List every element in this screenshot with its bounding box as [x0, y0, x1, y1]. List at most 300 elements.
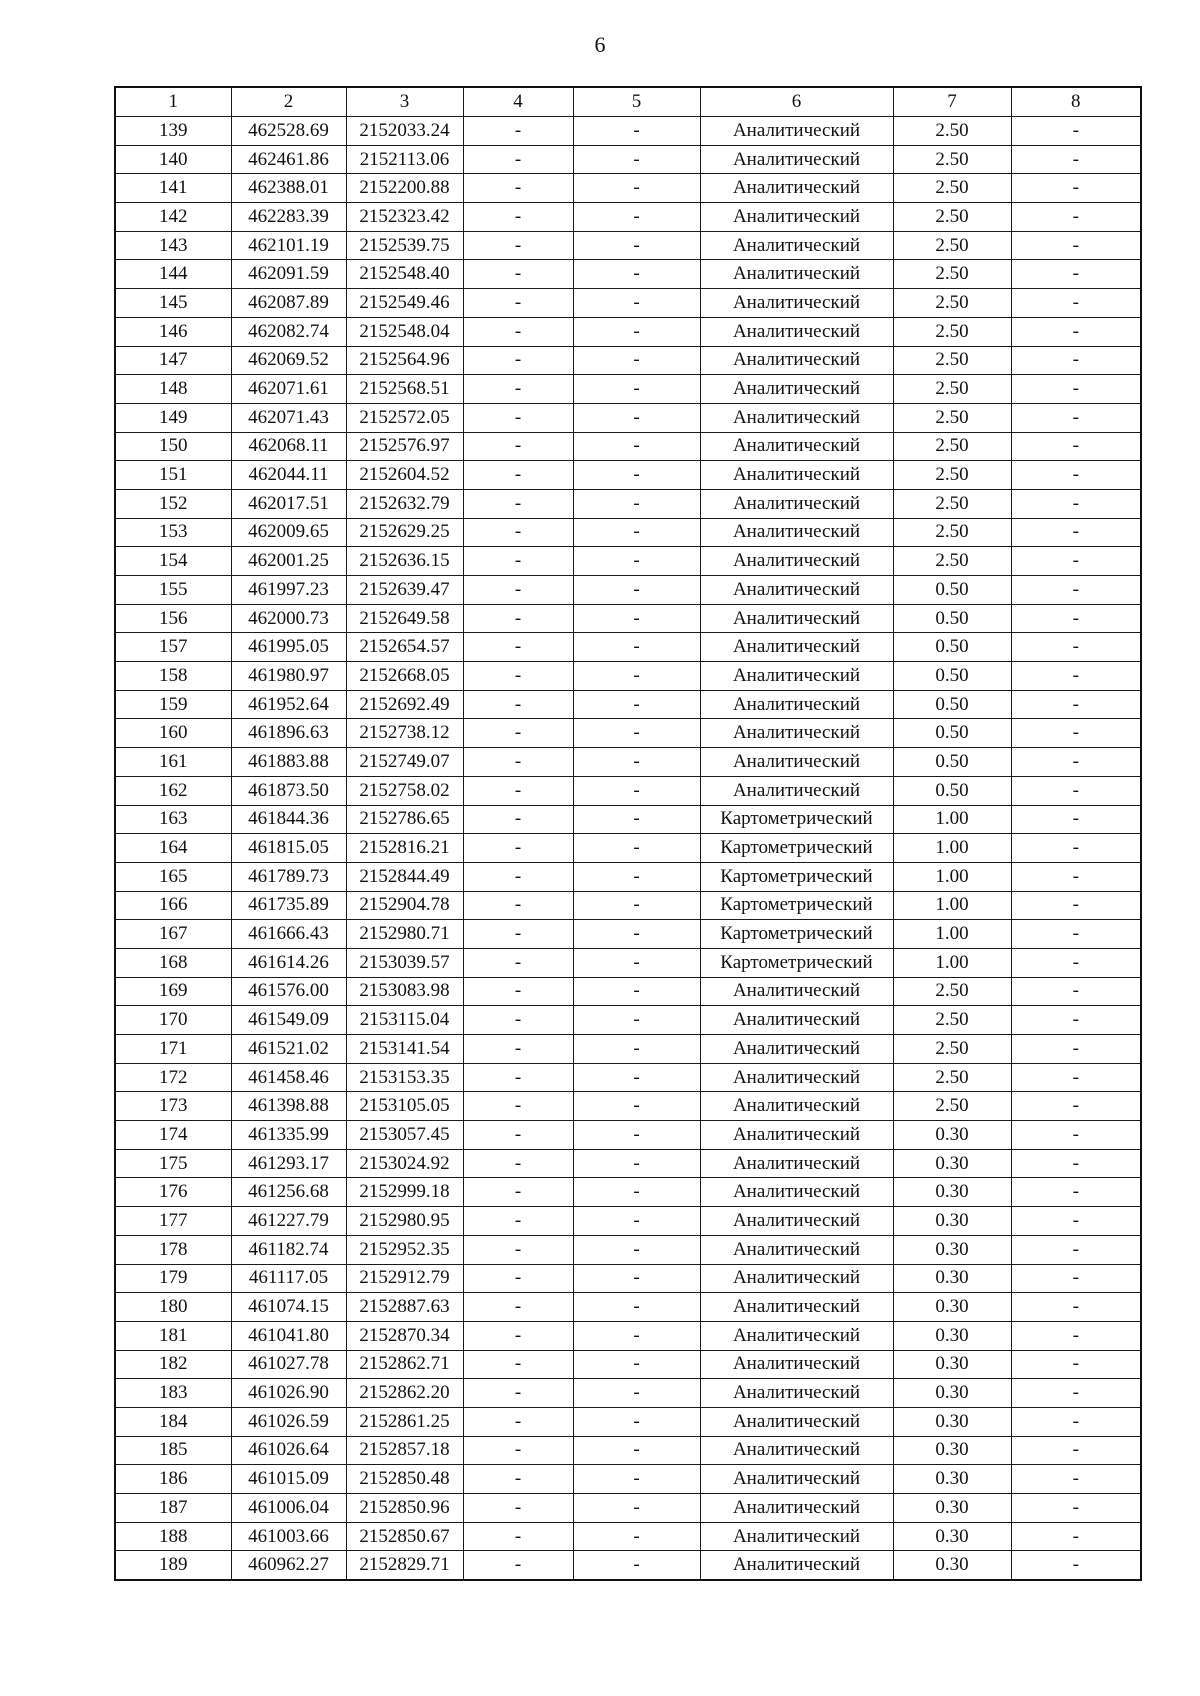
cell-col-5: -	[573, 690, 700, 719]
cell-col-8: -	[1011, 403, 1141, 432]
cell-point-number: 172	[115, 1063, 231, 1092]
cell-point-number: 175	[115, 1149, 231, 1178]
cell-accuracy: 2.50	[893, 231, 1011, 260]
cell-method: Картометрический	[700, 862, 893, 891]
cell-col-8: -	[1011, 174, 1141, 203]
cell-x-coordinate: 462082.74	[231, 317, 346, 346]
cell-col-5: -	[573, 1121, 700, 1150]
cell-col-5: -	[573, 576, 700, 605]
cell-point-number: 186	[115, 1465, 231, 1494]
cell-y-coordinate: 2153115.04	[346, 1006, 463, 1035]
cell-y-coordinate: 2152548.04	[346, 317, 463, 346]
cell-method: Аналитический	[700, 203, 893, 232]
cell-col-8: -	[1011, 1350, 1141, 1379]
cell-method: Аналитический	[700, 1149, 893, 1178]
cell-col-4: -	[463, 862, 573, 891]
cell-y-coordinate: 2152844.49	[346, 862, 463, 891]
cell-point-number: 173	[115, 1092, 231, 1121]
cell-y-coordinate: 2153141.54	[346, 1035, 463, 1064]
table-row	[115, 920, 1141, 949]
cell-col-5: -	[573, 604, 700, 633]
cell-point-number: 144	[115, 260, 231, 289]
cell-x-coordinate: 461227.79	[231, 1207, 346, 1236]
cell-col-5: -	[573, 719, 700, 748]
cell-col-8: -	[1011, 461, 1141, 490]
cell-col-4: -	[463, 690, 573, 719]
cell-col-8: -	[1011, 920, 1141, 949]
table-row	[115, 260, 1141, 289]
cell-col-8: -	[1011, 748, 1141, 777]
cell-y-coordinate: 2152749.07	[346, 748, 463, 777]
cell-point-number: 160	[115, 719, 231, 748]
cell-point-number: 161	[115, 748, 231, 777]
cell-col-8: -	[1011, 719, 1141, 748]
cell-x-coordinate: 462017.51	[231, 489, 346, 518]
cell-col-5: -	[573, 891, 700, 920]
cell-y-coordinate: 2152738.12	[346, 719, 463, 748]
cell-x-coordinate: 461576.00	[231, 977, 346, 1006]
table-row	[115, 203, 1141, 232]
cell-point-number: 145	[115, 289, 231, 318]
cell-accuracy: 0.30	[893, 1264, 1011, 1293]
column-header-6: 6	[700, 87, 893, 117]
table-row	[115, 1350, 1141, 1379]
cell-accuracy: 2.50	[893, 518, 1011, 547]
cell-col-5: -	[573, 776, 700, 805]
table-row	[115, 1494, 1141, 1523]
cell-col-4: -	[463, 977, 573, 1006]
cell-accuracy: 1.00	[893, 891, 1011, 920]
cell-point-number: 171	[115, 1035, 231, 1064]
cell-x-coordinate: 461293.17	[231, 1149, 346, 1178]
cell-point-number: 159	[115, 690, 231, 719]
cell-col-5: -	[573, 174, 700, 203]
column-header-1: 1	[115, 87, 231, 117]
cell-point-number: 169	[115, 977, 231, 1006]
table-row	[115, 1522, 1141, 1551]
cell-x-coordinate: 462528.69	[231, 117, 346, 146]
cell-col-4: -	[463, 776, 573, 805]
cell-col-4: -	[463, 1350, 573, 1379]
cell-col-5: -	[573, 1379, 700, 1408]
cell-col-5: -	[573, 461, 700, 490]
table-row	[115, 174, 1141, 203]
column-header-8: 8	[1011, 87, 1141, 117]
cell-col-8: -	[1011, 948, 1141, 977]
cell-y-coordinate: 2152549.46	[346, 289, 463, 318]
cell-method: Картометрический	[700, 805, 893, 834]
cell-x-coordinate: 461997.23	[231, 576, 346, 605]
cell-method: Аналитический	[700, 174, 893, 203]
table-row	[115, 1207, 1141, 1236]
cell-x-coordinate: 462283.39	[231, 203, 346, 232]
cell-accuracy: 0.50	[893, 662, 1011, 691]
cell-y-coordinate: 2152857.18	[346, 1436, 463, 1465]
cell-y-coordinate: 2152564.96	[346, 346, 463, 375]
cell-y-coordinate: 2152113.06	[346, 145, 463, 174]
cell-col-5: -	[573, 748, 700, 777]
cell-y-coordinate: 2152980.71	[346, 920, 463, 949]
cell-x-coordinate: 462091.59	[231, 260, 346, 289]
cell-col-8: -	[1011, 1035, 1141, 1064]
table-row	[115, 145, 1141, 174]
cell-point-number: 156	[115, 604, 231, 633]
cell-col-5: -	[573, 117, 700, 146]
cell-col-5: -	[573, 1006, 700, 1035]
table-row	[115, 1264, 1141, 1293]
cell-x-coordinate: 461256.68	[231, 1178, 346, 1207]
cell-col-8: -	[1011, 977, 1141, 1006]
table-row	[115, 1178, 1141, 1207]
cell-col-4: -	[463, 1436, 573, 1465]
table-row	[115, 1121, 1141, 1150]
cell-col-4: -	[463, 604, 573, 633]
cell-col-5: -	[573, 1264, 700, 1293]
cell-col-8: -	[1011, 776, 1141, 805]
cell-col-8: -	[1011, 203, 1141, 232]
cell-point-number: 162	[115, 776, 231, 805]
cell-col-8: -	[1011, 1379, 1141, 1408]
cell-method: Аналитический	[700, 1063, 893, 1092]
table-row	[115, 604, 1141, 633]
cell-col-4: -	[463, 317, 573, 346]
cell-col-8: -	[1011, 1092, 1141, 1121]
cell-col-8: -	[1011, 317, 1141, 346]
cell-x-coordinate: 461458.46	[231, 1063, 346, 1092]
cell-col-5: -	[573, 1092, 700, 1121]
cell-x-coordinate: 461117.05	[231, 1264, 346, 1293]
cell-col-5: -	[573, 1321, 700, 1350]
cell-method: Аналитический	[700, 145, 893, 174]
table-row	[115, 346, 1141, 375]
cell-col-8: -	[1011, 834, 1141, 863]
cell-accuracy: 2.50	[893, 977, 1011, 1006]
cell-accuracy: 0.30	[893, 1465, 1011, 1494]
page-number: 6	[594, 32, 606, 57]
table-row	[115, 748, 1141, 777]
cell-col-4: -	[463, 403, 573, 432]
cell-accuracy: 1.00	[893, 948, 1011, 977]
cell-accuracy: 2.50	[893, 547, 1011, 576]
cell-col-8: -	[1011, 1293, 1141, 1322]
cell-col-4: -	[463, 576, 573, 605]
cell-x-coordinate: 462071.61	[231, 375, 346, 404]
cell-col-4: -	[463, 719, 573, 748]
cell-point-number: 180	[115, 1293, 231, 1322]
cell-y-coordinate: 2152862.71	[346, 1350, 463, 1379]
cell-col-5: -	[573, 1178, 700, 1207]
cell-point-number: 165	[115, 862, 231, 891]
cell-accuracy: 2.50	[893, 346, 1011, 375]
cell-col-5: -	[573, 403, 700, 432]
cell-y-coordinate: 2152887.63	[346, 1293, 463, 1322]
cell-x-coordinate: 461335.99	[231, 1121, 346, 1150]
cell-accuracy: 2.50	[893, 203, 1011, 232]
cell-point-number: 174	[115, 1121, 231, 1150]
cell-method: Аналитический	[700, 748, 893, 777]
cell-y-coordinate: 2152829.71	[346, 1551, 463, 1580]
table-row	[115, 289, 1141, 318]
cell-x-coordinate: 461015.09	[231, 1465, 346, 1494]
cell-method: Аналитический	[700, 1522, 893, 1551]
cell-col-5: -	[573, 1035, 700, 1064]
cell-point-number: 154	[115, 547, 231, 576]
cell-col-8: -	[1011, 1522, 1141, 1551]
cell-accuracy: 1.00	[893, 920, 1011, 949]
cell-accuracy: 0.30	[893, 1235, 1011, 1264]
cell-col-5: -	[573, 1293, 700, 1322]
cell-col-5: -	[573, 346, 700, 375]
cell-y-coordinate: 2152636.15	[346, 547, 463, 576]
cell-y-coordinate: 2152850.48	[346, 1465, 463, 1494]
cell-col-8: -	[1011, 1006, 1141, 1035]
cell-method: Аналитический	[700, 1379, 893, 1408]
cell-y-coordinate: 2152200.88	[346, 174, 463, 203]
cell-x-coordinate: 461027.78	[231, 1350, 346, 1379]
cell-col-8: -	[1011, 260, 1141, 289]
cell-col-5: -	[573, 862, 700, 891]
cell-y-coordinate: 2152850.96	[346, 1494, 463, 1523]
cell-point-number: 148	[115, 375, 231, 404]
cell-point-number: 166	[115, 891, 231, 920]
table-row	[115, 834, 1141, 863]
cell-col-8: -	[1011, 375, 1141, 404]
table-row	[115, 1293, 1141, 1322]
cell-accuracy: 0.50	[893, 690, 1011, 719]
cell-y-coordinate: 2152548.40	[346, 260, 463, 289]
cell-method: Аналитический	[700, 633, 893, 662]
cell-method: Аналитический	[700, 1121, 893, 1150]
cell-point-number: 140	[115, 145, 231, 174]
cell-col-5: -	[573, 1350, 700, 1379]
cell-method: Аналитический	[700, 977, 893, 1006]
cell-x-coordinate: 461789.73	[231, 862, 346, 891]
cell-point-number: 177	[115, 1207, 231, 1236]
cell-x-coordinate: 462071.43	[231, 403, 346, 432]
cell-col-4: -	[463, 891, 573, 920]
cell-point-number: 141	[115, 174, 231, 203]
cell-col-8: -	[1011, 604, 1141, 633]
cell-col-8: -	[1011, 1178, 1141, 1207]
cell-col-4: -	[463, 1264, 573, 1293]
cell-method: Аналитический	[700, 662, 893, 691]
cell-col-8: -	[1011, 633, 1141, 662]
cell-point-number: 167	[115, 920, 231, 949]
cell-y-coordinate: 2152850.67	[346, 1522, 463, 1551]
table-row	[115, 432, 1141, 461]
cell-y-coordinate: 2153057.45	[346, 1121, 463, 1150]
cell-point-number: 185	[115, 1436, 231, 1465]
cell-col-5: -	[573, 1407, 700, 1436]
cell-y-coordinate: 2152758.02	[346, 776, 463, 805]
cell-x-coordinate: 461873.50	[231, 776, 346, 805]
cell-accuracy: 0.30	[893, 1407, 1011, 1436]
cell-x-coordinate: 461614.26	[231, 948, 346, 977]
cell-method: Картометрический	[700, 920, 893, 949]
cell-method: Аналитический	[700, 1006, 893, 1035]
cell-accuracy: 0.50	[893, 719, 1011, 748]
cell-accuracy: 0.30	[893, 1207, 1011, 1236]
cell-x-coordinate: 461521.02	[231, 1035, 346, 1064]
cell-y-coordinate: 2152649.58	[346, 604, 463, 633]
cell-point-number: 181	[115, 1321, 231, 1350]
cell-method: Картометрический	[700, 891, 893, 920]
cell-accuracy: 0.50	[893, 633, 1011, 662]
cell-point-number: 155	[115, 576, 231, 605]
cell-point-number: 182	[115, 1350, 231, 1379]
cell-col-8: -	[1011, 1321, 1141, 1350]
cell-accuracy: 0.50	[893, 604, 1011, 633]
cell-col-5: -	[573, 1551, 700, 1580]
cell-method: Картометрический	[700, 834, 893, 863]
cell-y-coordinate: 2152692.49	[346, 690, 463, 719]
cell-x-coordinate: 461952.64	[231, 690, 346, 719]
table-row	[115, 1235, 1141, 1264]
cell-col-4: -	[463, 1465, 573, 1494]
cell-col-8: -	[1011, 1436, 1141, 1465]
table-row	[115, 977, 1141, 1006]
cell-col-8: -	[1011, 1235, 1141, 1264]
cell-point-number: 189	[115, 1551, 231, 1580]
cell-point-number: 184	[115, 1407, 231, 1436]
cell-accuracy: 1.00	[893, 862, 1011, 891]
cell-col-5: -	[573, 805, 700, 834]
cell-col-8: -	[1011, 231, 1141, 260]
cell-col-8: -	[1011, 518, 1141, 547]
cell-col-4: -	[463, 1522, 573, 1551]
cell-col-5: -	[573, 1494, 700, 1523]
cell-y-coordinate: 2152639.47	[346, 576, 463, 605]
cell-col-8: -	[1011, 1407, 1141, 1436]
cell-method: Аналитический	[700, 1293, 893, 1322]
cell-col-8: -	[1011, 1207, 1141, 1236]
cell-method: Аналитический	[700, 604, 893, 633]
column-header-3: 3	[346, 87, 463, 117]
cell-col-8: -	[1011, 1494, 1141, 1523]
cell-method: Аналитический	[700, 260, 893, 289]
table-row	[115, 1436, 1141, 1465]
cell-col-5: -	[573, 1235, 700, 1264]
cell-point-number: 163	[115, 805, 231, 834]
cell-col-8: -	[1011, 1465, 1141, 1494]
cell-point-number: 179	[115, 1264, 231, 1293]
cell-method: Аналитический	[700, 289, 893, 318]
cell-col-4: -	[463, 1121, 573, 1150]
table-row	[115, 1407, 1141, 1436]
cell-method: Аналитический	[700, 489, 893, 518]
cell-point-number: 170	[115, 1006, 231, 1035]
cell-accuracy: 0.30	[893, 1494, 1011, 1523]
cell-col-8: -	[1011, 1551, 1141, 1580]
cell-point-number: 183	[115, 1379, 231, 1408]
cell-x-coordinate: 461182.74	[231, 1235, 346, 1264]
cell-col-4: -	[463, 948, 573, 977]
table-row	[115, 547, 1141, 576]
cell-col-4: -	[463, 920, 573, 949]
cell-accuracy: 0.30	[893, 1178, 1011, 1207]
cell-point-number: 187	[115, 1494, 231, 1523]
cell-col-4: -	[463, 203, 573, 232]
cell-method: Аналитический	[700, 117, 893, 146]
cell-method: Аналитический	[700, 547, 893, 576]
cell-x-coordinate: 462388.01	[231, 174, 346, 203]
cell-method: Аналитический	[700, 776, 893, 805]
cell-col-4: -	[463, 117, 573, 146]
cell-col-4: -	[463, 1006, 573, 1035]
table-row	[115, 1379, 1141, 1408]
cell-col-4: -	[463, 1092, 573, 1121]
cell-accuracy: 0.30	[893, 1379, 1011, 1408]
cell-col-4: -	[463, 662, 573, 691]
cell-method: Аналитический	[700, 1207, 893, 1236]
cell-col-8: -	[1011, 489, 1141, 518]
cell-y-coordinate: 2153105.05	[346, 1092, 463, 1121]
cell-point-number: 153	[115, 518, 231, 547]
cell-method: Аналитический	[700, 461, 893, 490]
cell-col-4: -	[463, 1035, 573, 1064]
cell-point-number: 139	[115, 117, 231, 146]
cell-x-coordinate: 461883.88	[231, 748, 346, 777]
cell-col-4: -	[463, 1407, 573, 1436]
table-row	[115, 891, 1141, 920]
cell-col-8: -	[1011, 891, 1141, 920]
cell-point-number: 143	[115, 231, 231, 260]
cell-col-8: -	[1011, 432, 1141, 461]
cell-method: Аналитический	[700, 1494, 893, 1523]
cell-y-coordinate: 2152576.97	[346, 432, 463, 461]
table-row	[115, 1092, 1141, 1121]
cell-col-4: -	[463, 518, 573, 547]
table-row	[115, 719, 1141, 748]
cell-y-coordinate: 2152033.24	[346, 117, 463, 146]
header-row	[115, 87, 1141, 117]
cell-accuracy: 0.50	[893, 776, 1011, 805]
cell-y-coordinate: 2152572.05	[346, 403, 463, 432]
cell-y-coordinate: 2153083.98	[346, 977, 463, 1006]
cell-accuracy: 0.30	[893, 1149, 1011, 1178]
cell-col-8: -	[1011, 1121, 1141, 1150]
cell-col-4: -	[463, 547, 573, 576]
cell-x-coordinate: 462009.65	[231, 518, 346, 547]
cell-y-coordinate: 2152912.79	[346, 1264, 463, 1293]
cell-col-5: -	[573, 518, 700, 547]
table-row	[115, 576, 1141, 605]
cell-accuracy: 0.30	[893, 1436, 1011, 1465]
cell-col-4: -	[463, 174, 573, 203]
cell-method: Аналитический	[700, 231, 893, 260]
cell-col-5: -	[573, 1436, 700, 1465]
cell-y-coordinate: 2152816.21	[346, 834, 463, 863]
cell-col-8: -	[1011, 576, 1141, 605]
cell-col-4: -	[463, 1063, 573, 1092]
cell-col-4: -	[463, 748, 573, 777]
cell-y-coordinate: 2152654.57	[346, 633, 463, 662]
column-header-7: 7	[893, 87, 1011, 117]
cell-col-5: -	[573, 260, 700, 289]
cell-x-coordinate: 462044.11	[231, 461, 346, 490]
cell-col-4: -	[463, 1321, 573, 1350]
table-row	[115, 1063, 1141, 1092]
cell-col-4: -	[463, 260, 573, 289]
cell-method: Аналитический	[700, 346, 893, 375]
cell-point-number: 188	[115, 1522, 231, 1551]
column-header-4: 4	[463, 87, 573, 117]
cell-col-5: -	[573, 920, 700, 949]
cell-x-coordinate: 461398.88	[231, 1092, 346, 1121]
table-row	[115, 375, 1141, 404]
cell-y-coordinate: 2152604.52	[346, 461, 463, 490]
cell-x-coordinate: 461896.63	[231, 719, 346, 748]
